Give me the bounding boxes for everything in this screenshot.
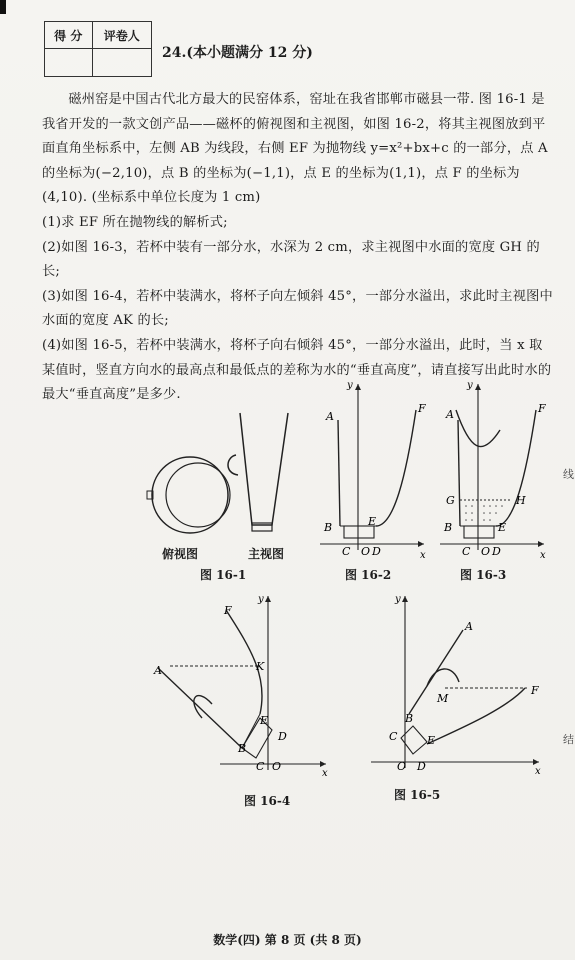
scan-edge-mark [0, 0, 6, 14]
label-M: M [437, 692, 449, 705]
label-E: E [260, 714, 269, 727]
margin-char-2: 结 [563, 733, 574, 746]
subquestion-3: (3)如图 16-4，若杯中装满水，将杯子向左倾斜 45°，一部分水溢出，求此时主视图中水面的宽度 AK 的长; [42, 288, 553, 329]
figure-16-1-drawing [140, 405, 270, 545]
grader-cell[interactable] [92, 49, 151, 77]
label-C: C [389, 730, 398, 743]
label-C: C [342, 545, 351, 558]
question-body [42, 88, 554, 408]
figure-16-2-caption: 图 16-2 [345, 568, 392, 582]
label-B: B [405, 712, 414, 725]
label-G: G [446, 494, 455, 507]
grader-header: 评卷人 [92, 22, 151, 49]
label-C: C [462, 545, 471, 558]
label-y: y [467, 380, 473, 391]
label-D: D [372, 545, 381, 558]
label-B: B [444, 521, 453, 534]
label-C: C [256, 760, 265, 773]
label-F: F [224, 604, 232, 617]
label-x: x [420, 550, 426, 561]
label-O: O [397, 760, 407, 773]
label-E: E [498, 521, 507, 534]
margin-char-1: 线 [563, 468, 574, 481]
score-header: 得 分 [45, 22, 93, 49]
label-O: O [361, 545, 371, 558]
figure-16-3-drawing [440, 380, 550, 560]
label-F: F [418, 402, 426, 415]
label-D: D [417, 760, 426, 773]
label-A: A [326, 410, 334, 423]
label-B: B [238, 742, 247, 755]
figure-16-4-drawing [150, 590, 350, 780]
label-y: y [395, 594, 401, 605]
front-view-label: 主视图 [248, 547, 285, 561]
label-x: x [322, 768, 328, 779]
label-O: O [272, 760, 282, 773]
figure-16-3-caption: 图 16-3 [460, 568, 507, 582]
score-cell[interactable] [45, 49, 93, 77]
label-E: E [368, 515, 377, 528]
figure-16-4-caption: 图 16-4 [244, 794, 291, 808]
label-A: A [446, 408, 454, 421]
label-A: A [154, 664, 162, 677]
label-y: y [347, 380, 353, 391]
figure-16-5-caption: 图 16-5 [394, 788, 441, 802]
label-F: F [538, 402, 546, 415]
figure-16-5-drawing [365, 590, 555, 780]
label-K: K [256, 660, 265, 673]
question-header: 24.(本小题满分 12 分) [162, 45, 313, 61]
problem-statement: 磁州窑是中国古代北方最大的民窑体系，窑址在我省邯郸市磁县一带. 图 16-1 是我省开发的一款文创产品——磁杯的俯视图和主视图，如图 16-2，将其主视图放到平面直角坐标系中，左侧 AB 为线段，右侧 EF 为抛物线 y=x²+bx+c 的一部分，点 A 的坐标为(−2,10)，点 B 的坐标为(−1,1)，点 E 的坐标为(1,1)，点 F 的坐标为(4,10). (坐标系中单位长度为 1 cm) [42, 92, 548, 206]
figure-16-2-drawing [320, 380, 430, 560]
label-D: D [492, 545, 501, 558]
label-D: D [278, 730, 287, 743]
figure-16-1-caption: 图 16-1 [200, 568, 247, 582]
label-x: x [535, 766, 541, 777]
label-x: x [540, 550, 546, 561]
subquestion-4: (4)如图 16-5，若杯中装满水，将杯子向右倾斜 45°，一部分水溢出，此时，当 x 取某值时，竖直方向水的最高点和最低点的差称为水的“垂直高度”，请直接写出此时水的最大“垂直高度”是多少. [42, 337, 552, 403]
label-E: E [427, 734, 436, 747]
label-y: y [258, 594, 264, 605]
top-view-label: 俯视图 [162, 547, 199, 561]
label-B: B [324, 521, 333, 534]
score-table [44, 21, 152, 77]
subquestion-1: (1)求 EF 所在抛物线的解析式; [42, 214, 228, 230]
label-A: A [465, 620, 473, 633]
label-H: H [516, 494, 526, 507]
subquestion-2: (2)如图 16-3，若杯中装有一部分水，水深为 2 cm，求主视图中水面的宽度 GH 的长; [42, 239, 540, 280]
label-O: O [481, 545, 491, 558]
label-F: F [531, 684, 539, 697]
page-footer: 数学(四) 第 8 页 (共 8 页) [213, 933, 362, 947]
